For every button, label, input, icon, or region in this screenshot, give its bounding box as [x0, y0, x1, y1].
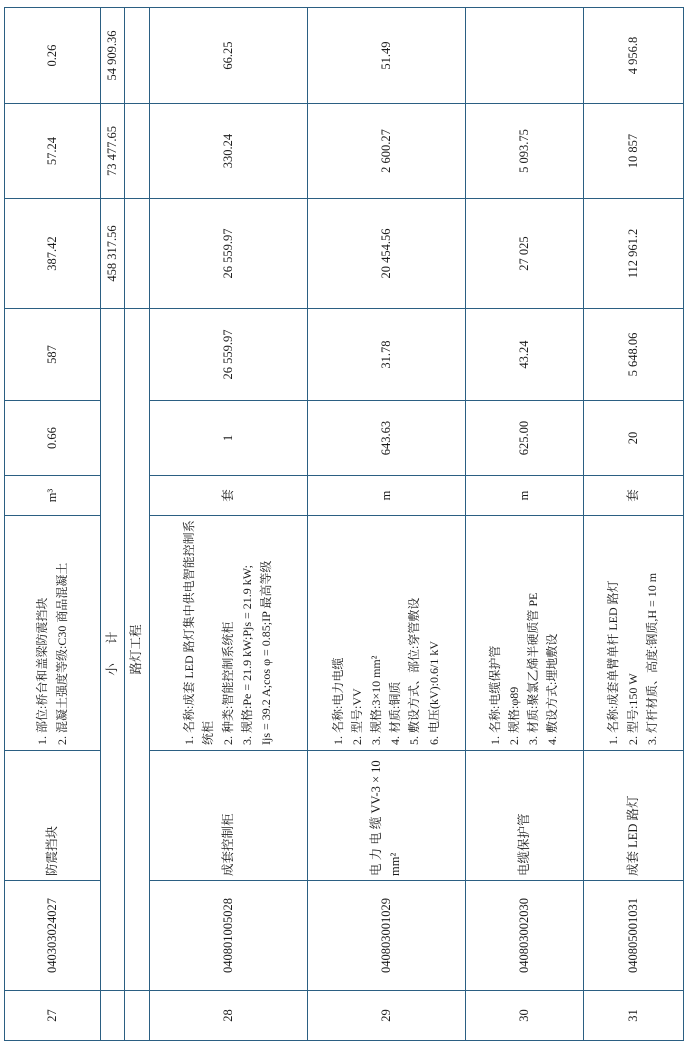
table-row — [465, 8, 583, 1041]
quantity: 0.66 — [5, 401, 101, 476]
unit: m — [465, 476, 583, 516]
item-name: 防震挡块 — [5, 751, 101, 881]
amount: 387.42 — [5, 199, 101, 309]
labor-cost: 2 600.27 — [307, 104, 465, 199]
item-code: 040801005028 — [149, 881, 307, 991]
labor-cost: 57.24 — [5, 104, 101, 199]
item-name: 电缆保护管 — [465, 751, 583, 881]
item-name: 电 力 电 缆 VV-3 × 10 mm² — [307, 751, 465, 881]
desc-line: 2. 种类:智能控制系统柜 — [220, 621, 235, 745]
desc-line: 4. 材质:铜质 — [388, 681, 403, 745]
desc-line: 4. 敷设方式:埋地敷设 — [545, 633, 560, 745]
unit-price: 5 648.06 — [583, 309, 683, 401]
quantity: 643.63 — [307, 401, 465, 476]
unit: 套 — [149, 476, 307, 516]
temporary-estimate: 66.25 — [149, 8, 307, 104]
subtotal-row — [101, 8, 125, 1041]
desc-line: 1. 部位:桥台和盖梁防震挡块 — [35, 597, 50, 745]
item-code: 040803002030 — [465, 881, 583, 991]
bill-of-quantities-table — [4, 7, 684, 1041]
item-name: 成套 LED 路灯 — [583, 751, 683, 881]
amount: 27 025 — [465, 199, 583, 309]
item-description — [465, 516, 583, 751]
labor-cost: 5 093.75 — [465, 104, 583, 199]
desc-line: 2. 型号:150 W — [625, 673, 640, 745]
desc-line: 6. 电压(kV):0.6/1 kV — [426, 641, 441, 745]
subtotal-label: 小 计 — [101, 309, 125, 991]
desc-line: 1. 名称:电缆保护管 — [487, 645, 502, 745]
desc-line: 5. 敷设方式、部位:穿管敷设 — [407, 597, 422, 745]
section-row — [125, 8, 149, 1041]
desc-line: 1. 名称:电力电缆 — [330, 657, 345, 745]
table-row — [149, 8, 307, 1041]
table-row — [5, 8, 101, 1041]
desc-line: 1. 名称:成套 LED 路灯集中供电智能控制系统柜 — [182, 520, 216, 745]
item-code: 040805001031 — [583, 881, 683, 991]
amount: 112 961.2 — [583, 199, 683, 309]
desc-line: 3. 灯杆材质、高度:钢质,H = 10 m — [644, 572, 659, 745]
row-number: 30 — [465, 991, 583, 1041]
desc-line: 1. 名称:成套单臂单杆 LED 路灯 — [606, 580, 621, 745]
table-row — [583, 8, 683, 1041]
row-number: 31 — [583, 991, 683, 1041]
unit: m — [307, 476, 465, 516]
row-number: 28 — [149, 991, 307, 1041]
unit-price: 26 559.97 — [149, 309, 307, 401]
labor-cost: 330.24 — [149, 104, 307, 199]
desc-line: 2. 型号:VV — [349, 688, 364, 745]
row-number: 27 — [5, 991, 101, 1041]
row-number: 29 — [307, 991, 465, 1041]
item-description — [307, 516, 465, 751]
item-description — [583, 516, 683, 751]
desc-line: 2. 混凝土强度等级:C30 商品混凝土 — [54, 562, 69, 745]
section-label: 路灯工程 — [125, 309, 149, 991]
unit-price: 43.24 — [465, 309, 583, 401]
unit-price: 31.78 — [307, 309, 465, 401]
desc-line: 3. 规格:3×10 mm² — [369, 655, 384, 745]
desc-line: 3. 材质:聚氯乙烯半硬质管 PE — [526, 592, 541, 745]
desc-line: 3. 规格:Pe = 21.9 kW;Pjs = 21.9 kW; — [239, 565, 254, 745]
amount: 20 454.56 — [307, 199, 465, 309]
quantity: 1 — [149, 401, 307, 476]
desc-line: 2. 规格:φ89 — [507, 686, 522, 745]
quantity: 20 — [583, 401, 683, 476]
item-code: 040303024027 — [5, 881, 101, 991]
item-name: 成套控制柜 — [149, 751, 307, 881]
labor-cost: 10 857 — [583, 104, 683, 199]
temporary-estimate — [465, 8, 583, 104]
table-row — [307, 8, 465, 1041]
unit: 套 — [583, 476, 683, 516]
unit-price: 587 — [5, 309, 101, 401]
item-code: 040803001029 — [307, 881, 465, 991]
subtotal-temp: 54 909.36 — [101, 8, 125, 104]
temporary-estimate: 51.49 — [307, 8, 465, 104]
item-description — [149, 516, 307, 751]
subtotal-labor: 73 477.65 — [101, 104, 125, 199]
item-description — [5, 516, 101, 751]
desc-line: Ijs = 39.2 A;cos φ = 0.85;IP 最高等级 — [259, 560, 274, 745]
temporary-estimate: 0.26 — [5, 8, 101, 104]
temporary-estimate: 4 956.8 — [583, 8, 683, 104]
quantity: 625.00 — [465, 401, 583, 476]
amount: 26 559.97 — [149, 199, 307, 309]
subtotal-amount: 458 317.56 — [101, 199, 125, 309]
unit: m³ — [5, 476, 101, 516]
